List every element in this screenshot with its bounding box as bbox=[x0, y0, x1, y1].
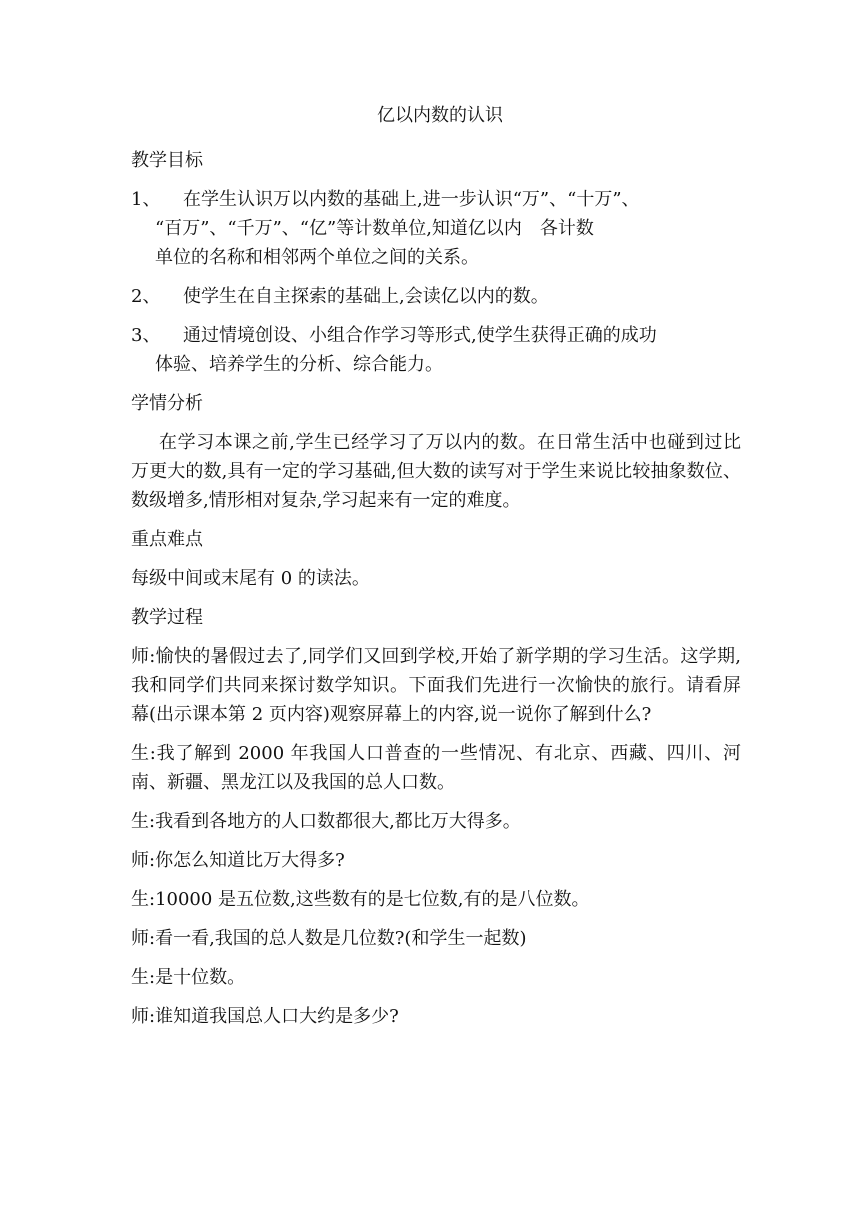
document-body bbox=[131, 101, 741, 1041]
goal-number: 1、 bbox=[131, 189, 161, 210]
goal-line: 体验、培养学生的分析、综合能力。 bbox=[155, 354, 443, 375]
key-points-paragraph: 每级中间或末尾有 0 的读法。 bbox=[131, 568, 370, 589]
heading-teaching-goals: 教学目标 bbox=[131, 150, 203, 171]
goal-line: 单位的名称和相邻两个单位之间的关系。 bbox=[155, 247, 479, 268]
goal-line: 在学生认识万以内数的基础上,进一步认识“万”、“十万”、 bbox=[183, 189, 640, 210]
heading-key-points: 重点难点 bbox=[131, 529, 203, 550]
dialogue-line: 师:看一看,我国的总人数是几位数?(和学生一起数) bbox=[131, 928, 527, 949]
document-title: 亿以内数的认识 bbox=[377, 105, 503, 126]
goal-line: 使学生在自主探索的基础上,会读亿以内的数。 bbox=[183, 286, 549, 307]
dialogue-line: 生:10000 是五位数,这些数有的是七位数,有的是八位数。 bbox=[131, 889, 590, 910]
heading-teaching-process: 教学过程 bbox=[131, 607, 203, 628]
dialogue-line: 生:是十位数。 bbox=[131, 967, 246, 988]
dialogue-line: 师:你怎么知道比万大得多? bbox=[131, 850, 345, 871]
goal-number: 3、 bbox=[131, 325, 161, 346]
goal-text bbox=[153, 321, 741, 379]
dialogue-line: 生:我了解到 2000 年我国人口普查的一些情况、有北京、西藏、四川、河南、新疆、黑龙江以及我国的总人口数。 bbox=[131, 743, 741, 793]
goal-number: 2、 bbox=[131, 286, 161, 307]
dialogue-line: 师:谁知道我国总人口大约是多少? bbox=[131, 1006, 399, 1027]
goal-line: “百万”、“千万”、“亿”等计数单位,知道亿以内 各计数 bbox=[155, 218, 594, 239]
analysis-paragraph: 在学习本课之前,学生已经学习了万以内的数。在日常生活中也碰到过比 万更大的数,具有一定的学习基础,但大数的读写对于学生来说比较抽象数位、数级增多,情形相对复杂,学习起来有一定的难度。 bbox=[131, 432, 741, 511]
goal-item-2 bbox=[131, 282, 741, 311]
goal-item-3 bbox=[131, 321, 741, 379]
goal-item-1 bbox=[131, 185, 741, 272]
heading-student-analysis: 学情分析 bbox=[131, 393, 203, 414]
goal-text bbox=[153, 282, 741, 311]
goal-line: 通过情境创设、小组合作学习等形式,使学生获得正确的成功 bbox=[183, 325, 657, 346]
dialogue-line: 生:我看到各地方的人口数都很大,都比万大得多。 bbox=[131, 811, 521, 832]
goal-text bbox=[153, 185, 741, 272]
dialogue-line: 师:愉快的暑假过去了,同学们又回到学校,开始了新学期的学习生活。这学期,我和同学们共同来探讨数学知识。下面我们先进行一次愉快的旅行。请看屏幕(出示课本第 2 页内容)观察屏幕上的内容,说一说你了解到什么? bbox=[131, 646, 741, 725]
